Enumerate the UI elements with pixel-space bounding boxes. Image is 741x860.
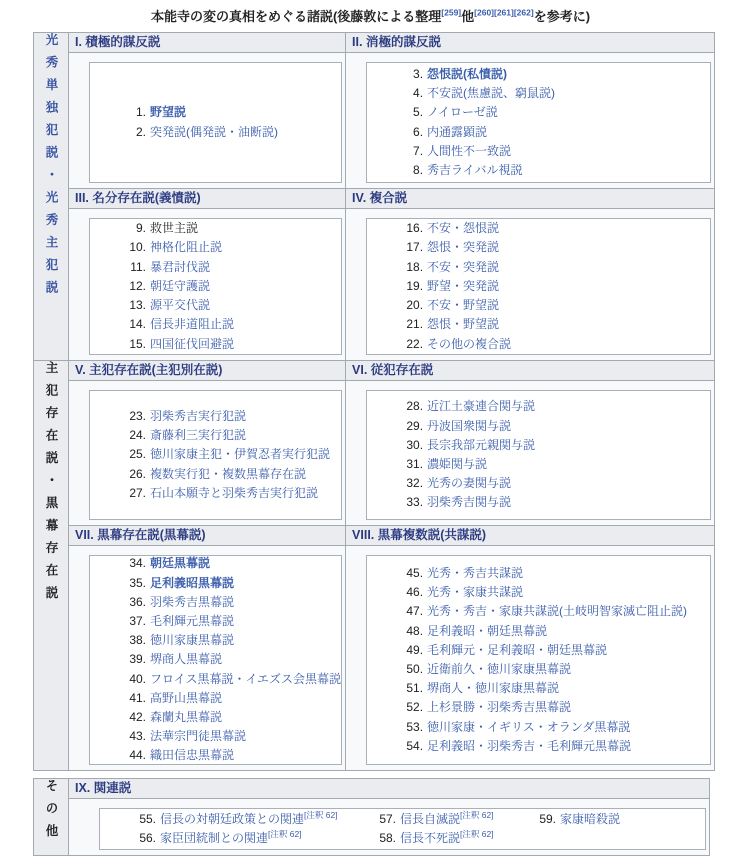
section-header: IV. 複合説 (346, 189, 714, 209)
item-number: 21. (406, 317, 424, 332)
list-item (500, 810, 705, 829)
list-item (367, 583, 710, 602)
list-item (90, 123, 341, 142)
theory-link[interactable]: 光秀・秀吉共謀説 (427, 565, 524, 580)
theory-link[interactable]: 信長非道阻止説 (150, 317, 235, 332)
theory-list (90, 555, 341, 765)
theory-link[interactable]: 堺商人黒幕説 (150, 652, 223, 667)
list-item (367, 641, 710, 660)
item-number: 58. (379, 831, 396, 845)
section-header: I. 積極的謀反説 (69, 33, 345, 53)
footnote-ref[interactable]: [注釈 62] (460, 829, 494, 839)
list-item (90, 746, 341, 765)
item-number: 28. (406, 399, 424, 414)
item-number: 30. (406, 437, 424, 452)
theory-list (340, 810, 500, 848)
list-item (367, 493, 710, 512)
theory-list (367, 397, 710, 512)
list-item (367, 219, 710, 238)
theory-list-box (89, 555, 342, 765)
item-number: 42. (129, 710, 146, 725)
theory-link[interactable]: 上杉景勝・羽柴秀吉黒幕説 (427, 700, 572, 715)
caption-text-1: 本能寺の変の真相をめぐる諸説(後藤敦による整理 (150, 9, 442, 24)
theory-link[interactable]: 神格化阻止説 (150, 240, 223, 255)
item-number: 18. (406, 259, 424, 274)
section-IX (69, 779, 709, 855)
list-item (90, 315, 341, 334)
list-item (90, 555, 341, 574)
theory-link[interactable]: 暴君討伐説 (150, 259, 211, 274)
list-item (90, 335, 341, 354)
section-header: IX. 関連説 (69, 779, 709, 799)
list-item (367, 455, 710, 474)
list-item (367, 103, 710, 122)
theory-link[interactable]: 高野山黒幕説 (150, 690, 223, 705)
item-number: 4. (413, 86, 424, 101)
row-group-label: その他 (44, 779, 58, 847)
list-item (367, 602, 710, 621)
theory-link[interactable]: 突発説(偶発説・油断説) (150, 124, 278, 139)
list-item (367, 564, 710, 583)
item-number: 22. (406, 336, 424, 351)
item-number: 27. (129, 485, 146, 500)
section-VII (69, 526, 345, 770)
list-item (367, 238, 710, 257)
item-number: 47. (406, 604, 424, 619)
item-number: 26. (129, 466, 146, 481)
theory-link[interactable]: その他の複合説 (427, 336, 512, 351)
section-I (69, 33, 345, 188)
item-number: 36. (129, 594, 146, 609)
list-item (90, 574, 341, 593)
theory-link[interactable]: 不安・野望説 (427, 298, 500, 313)
theory-link[interactable]: 野望・突発説 (427, 278, 500, 293)
list-item (90, 670, 341, 689)
theory-link[interactable]: 人間性不一致説 (427, 143, 512, 158)
section-VI (346, 361, 714, 525)
item-number: 8. (413, 162, 424, 177)
theory-link[interactable]: 信長自滅説 (400, 811, 461, 826)
item-number: 17. (406, 240, 424, 255)
item-number: 1. (135, 105, 146, 120)
item-number: 50. (406, 662, 424, 676)
theory-link[interactable]: 堺商人・徳川家康黒幕説 (427, 681, 560, 696)
theory-link[interactable]: 不安・怨恨説 (427, 221, 500, 236)
item-number: 41. (129, 690, 146, 705)
item-number: 38. (129, 633, 146, 648)
list-item (367, 679, 710, 698)
theory-list (367, 564, 710, 756)
theory-list-box (366, 390, 711, 520)
item-number: 43. (129, 729, 146, 744)
list-item (367, 622, 710, 641)
reference-link[interactable]: [259] (441, 7, 462, 18)
list-item (367, 161, 710, 180)
theory-link[interactable]: 家康暗殺説 (560, 811, 621, 826)
list-item (367, 277, 710, 296)
item-number: 32. (406, 476, 424, 491)
section-header: VII. 黒幕存在説(黒幕説) (69, 526, 345, 546)
item-number: 20. (406, 298, 424, 313)
list-item (367, 65, 710, 84)
item-number: 33. (406, 495, 424, 510)
theory-link[interactable]: 長宗我部元親関与説 (427, 437, 536, 452)
item-number: 12. (129, 278, 146, 293)
theory-list (90, 219, 341, 353)
section-III (69, 189, 345, 360)
list-item (367, 296, 710, 315)
footnote-ref[interactable]: [注釈 62] (304, 809, 338, 820)
item-number: 44. (129, 748, 146, 763)
theory-link[interactable]: 羽柴秀吉実行犯説 (150, 408, 247, 423)
item-number: 56. (139, 831, 156, 845)
theory-link[interactable]: 怨恨・野望説 (427, 317, 500, 332)
row-group-header-mastermind (34, 361, 69, 771)
theory-link[interactable]: 光秀・家康共謀説 (427, 585, 524, 600)
item-number: 35. (129, 575, 146, 590)
theory-link[interactable]: 丹波国衆関与説 (427, 418, 512, 433)
theory-link[interactable]: 複数実行犯・複数黒幕存在説 (150, 466, 307, 481)
item-number: 5. (413, 105, 424, 120)
list-item (90, 465, 341, 484)
theory-link[interactable]: 四国征伐回避説 (150, 336, 235, 351)
theory-link[interactable]: 家臣団統制との関連 (160, 831, 269, 845)
theory-link[interactable]: 怨恨説(私憤説) (427, 66, 508, 81)
item-number: 19. (406, 278, 424, 293)
list-item (340, 810, 500, 829)
item-number: 11. (130, 259, 146, 274)
item-number: 54. (406, 738, 424, 753)
section-VIII (346, 526, 714, 770)
related-theories-table (33, 778, 710, 856)
theory-link[interactable]: 光秀・秀吉・家康共謀説(土岐明智家滅亡阻止説) (427, 604, 688, 619)
item-number: 57. (379, 811, 396, 826)
list-item (90, 238, 341, 257)
theory-list (367, 219, 710, 353)
theories-table (33, 32, 715, 771)
theory-link[interactable]: 足利義昭・羽柴秀吉・毛利輝元黒幕説 (427, 738, 632, 753)
list-item (90, 219, 341, 238)
theory-link[interactable]: フロイス黒幕説・イエズス会黒幕説 (150, 671, 342, 686)
theory-link[interactable]: 足利義昭・朝廷黒幕説 (427, 623, 548, 638)
section-II (346, 33, 714, 188)
item-number: 52. (406, 700, 424, 715)
list-item (90, 593, 341, 612)
item-number: 53. (406, 719, 424, 734)
reference-link[interactable]: [260] (474, 7, 494, 18)
list-item (367, 335, 710, 354)
list-item (90, 708, 341, 727)
list-item (367, 660, 710, 679)
list-item (367, 123, 710, 142)
theory-list-box (89, 62, 342, 183)
theory-text: 救世主説 (150, 221, 199, 236)
theory-link[interactable]: 足利義昭黒幕説 (150, 575, 235, 590)
item-number: 39. (129, 652, 146, 667)
theory-link[interactable]: 信長の対朝廷政策との関連 (160, 811, 305, 826)
theory-link[interactable]: 秀吉ライバル視説 (427, 162, 523, 177)
list-item (90, 407, 341, 426)
theory-link[interactable]: 徳川家康主犯・伊賀忍者実行犯説 (150, 447, 331, 462)
item-number: 13. (129, 298, 146, 313)
theory-list (100, 810, 340, 848)
list-item (90, 258, 341, 277)
item-number: 6. (413, 124, 424, 139)
theory-link[interactable]: ノイローゼ説 (427, 105, 498, 120)
theory-link[interactable]: 石山本願寺と羽柴秀吉実行犯説 (150, 485, 319, 500)
theory-link[interactable]: 羽柴秀吉関与説 (427, 495, 512, 510)
theory-list-box (366, 62, 711, 183)
item-number: 25. (129, 447, 146, 462)
list-item (367, 258, 710, 277)
list-item (367, 84, 710, 103)
item-number: 7. (413, 143, 424, 158)
caption-text-3: を参考に) (533, 9, 591, 24)
list-item (90, 612, 341, 631)
list-item (90, 426, 341, 445)
item-number: 9. (135, 221, 146, 236)
list-item (367, 315, 710, 334)
theory-link[interactable]: 信長不死説 (400, 831, 461, 845)
table-caption (0, 0, 741, 32)
theory-link[interactable]: 濃姫関与説 (427, 457, 488, 471)
theory-list (367, 65, 710, 180)
list-item (100, 810, 340, 829)
item-number: 49. (406, 642, 424, 657)
item-number: 40. (129, 671, 146, 686)
theory-link[interactable]: 近衛前久・徳川家康黒幕説 (427, 662, 572, 676)
item-number: 59. (539, 811, 556, 826)
reference-link[interactable]: [261] (494, 7, 514, 18)
theory-list (90, 407, 341, 503)
theory-link[interactable]: 羽柴秀吉黒幕説 (150, 594, 235, 609)
section-IV (346, 189, 714, 360)
list-item (90, 650, 341, 669)
item-number: 51. (406, 681, 424, 696)
list-item (90, 689, 341, 708)
list-item (90, 103, 341, 122)
theory-link[interactable]: 内通露顕説 (427, 124, 488, 139)
item-number: 16. (406, 221, 424, 236)
theory-link[interactable]: 怨恨・突発説 (427, 240, 500, 255)
footnote-ref[interactable]: [注釈 62] (460, 809, 494, 820)
list-item (90, 484, 341, 503)
theory-link[interactable]: 毛利輝元・足利義昭・朝廷黒幕説 (427, 642, 608, 657)
list-item (367, 737, 710, 756)
item-number: 3. (413, 66, 424, 81)
item-number: 45. (406, 565, 424, 580)
theory-link[interactable]: 織田信忠黒幕説 (150, 748, 235, 763)
theory-link[interactable]: 朝廷守護説 (150, 278, 211, 293)
row-group-header-mitsuhide (34, 33, 69, 361)
theory-list-box (366, 555, 711, 765)
list-item (367, 698, 710, 717)
section-header: VIII. 黒幕複数説(共謀説) (346, 526, 714, 546)
section-header: II. 消極的謀反説 (346, 33, 714, 53)
row-group-header-other (34, 779, 69, 856)
list-item (90, 445, 341, 464)
table-gap (0, 771, 741, 778)
list-item (367, 474, 710, 493)
item-number: 55. (139, 811, 156, 826)
item-number: 14. (129, 317, 146, 332)
list-item (367, 397, 710, 416)
theory-list-box (89, 218, 342, 355)
theory-list-box (89, 390, 342, 520)
theory-link[interactable]: 斎藤利三実行犯説 (150, 428, 247, 443)
footnote-ref[interactable]: [注釈 62] (268, 829, 302, 839)
row-group-label[interactable]: 光秀単独犯説・光秀主犯説 (44, 33, 58, 303)
list-item (90, 727, 341, 746)
theory-link[interactable]: 光秀の妻関与説 (427, 476, 512, 491)
section-header: III. 名分存在説(義憤説) (69, 189, 345, 209)
theory-link[interactable]: 源平交代説 (150, 298, 211, 313)
theory-list (90, 103, 341, 141)
list-item (367, 417, 710, 436)
item-number: 10. (129, 240, 146, 255)
theory-link[interactable]: 不安・突発説 (427, 259, 500, 274)
list-item (367, 142, 710, 161)
theory-link[interactable]: 徳川家康・イギリス・オランダ黒幕説 (427, 719, 631, 734)
list-item (100, 829, 340, 848)
theory-link[interactable]: 朝廷黒幕説 (150, 556, 211, 571)
list-item (90, 631, 341, 650)
item-number: 29. (406, 418, 424, 433)
theory-list (500, 810, 705, 848)
list-item (340, 829, 500, 848)
theory-link[interactable]: 森蘭丸黒幕説 (150, 710, 223, 725)
item-number: 15. (129, 336, 146, 351)
reference-link[interactable]: [262] (513, 7, 534, 18)
theory-link[interactable]: 法華宗門徒黒幕説 (150, 729, 247, 744)
theory-link[interactable]: 毛利輝元黒幕説 (150, 614, 235, 628)
item-number: 31. (406, 457, 424, 471)
list-item (367, 718, 710, 737)
theory-list-box (366, 218, 711, 355)
theory-link[interactable]: 野望説 (150, 105, 187, 120)
theory-link[interactable]: 不安説(焦慮説、窮鼠説) (427, 86, 556, 101)
item-number: 2. (135, 124, 146, 139)
item-number: 34. (129, 556, 146, 571)
list-item (90, 296, 341, 315)
item-number: 48. (406, 623, 424, 638)
item-number: 23. (129, 408, 146, 423)
item-number: 46. (406, 585, 424, 600)
item-number: 24. (129, 428, 146, 443)
section-header: VI. 従犯存在説 (346, 361, 714, 381)
item-number: 37. (129, 614, 146, 628)
theory-list-box (99, 808, 706, 850)
theory-link[interactable]: 徳川家康黒幕説 (150, 633, 235, 648)
theory-link[interactable]: 近江土豪連合関与説 (427, 399, 536, 414)
list-item (90, 277, 341, 296)
section-V (69, 361, 345, 525)
section-header: V. 主犯存在説(主犯別在説) (69, 361, 345, 381)
list-item (367, 436, 710, 455)
caption-text-2: 他 (461, 9, 475, 24)
row-group-label: 主犯存在説・黒幕存在説 (44, 361, 58, 609)
